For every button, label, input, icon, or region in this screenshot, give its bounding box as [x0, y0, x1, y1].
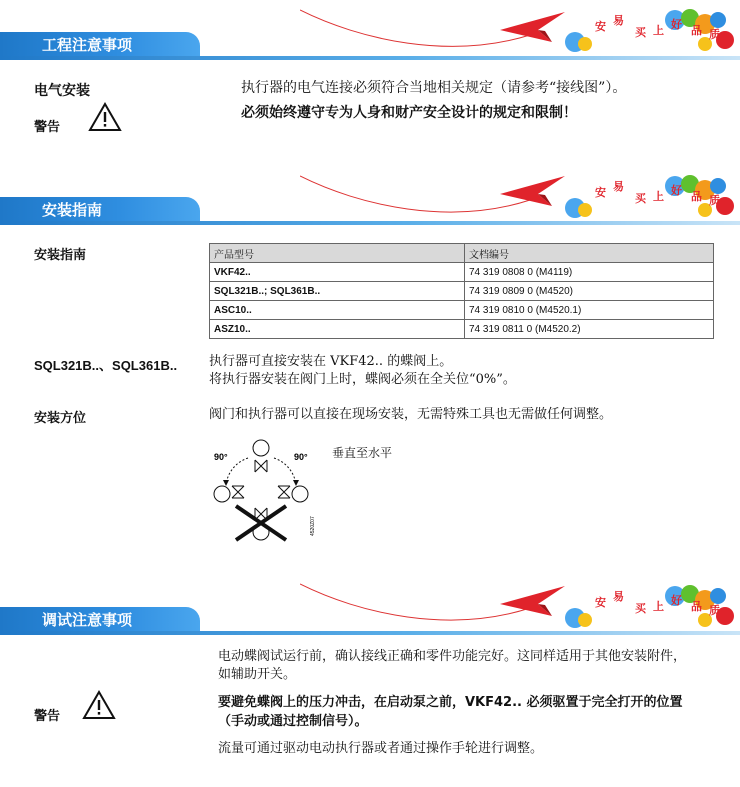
mounting-orientation-diagram [210, 436, 325, 548]
slogan-logo [555, 170, 740, 220]
install-guide-label: 安装指南 [34, 248, 87, 263]
svg-text:易: 易 [613, 180, 624, 193]
table-header: 文档编号 [465, 244, 714, 263]
swoosh-line [300, 10, 530, 46]
svg-text:质: 质 [709, 194, 720, 207]
sql-models-text-1: 执行器可直接安装在 VKF42.. 的蝶阀上。 [209, 354, 453, 369]
table-cell: 74 319 0811 0 (M4520.2) [465, 320, 714, 339]
table-cell: ASC10.. [210, 301, 465, 320]
svg-text:买: 买 [635, 192, 646, 205]
svg-text:买: 买 [635, 26, 646, 39]
table-cell: VKF42.. [210, 263, 465, 282]
svg-text:安: 安 [595, 186, 606, 199]
slogan-logo [555, 580, 740, 630]
svg-text:质: 质 [709, 604, 720, 617]
warning-triangle-icon [88, 102, 122, 132]
table-row [210, 320, 714, 339]
svg-text:买: 买 [635, 602, 646, 615]
svg-text:上: 上 [653, 190, 664, 203]
table-row [210, 301, 714, 320]
section-title-commissioning: 调试注意事项 [42, 611, 133, 629]
table-row [210, 282, 714, 301]
sql-models-text-2: 将执行器安装在阀门上时，蝶阀必须在全关位“0%”。 [209, 372, 516, 387]
electrical-bold-text: 必须始终遵守专为人身和财产安全设计的规定和限制！ [241, 105, 577, 121]
section-title-engineering: 工程注意事项 [42, 36, 133, 54]
section-tab-installation [0, 197, 200, 223]
figure-code: 4520Z07 [310, 516, 316, 536]
table-header: 产品型号 [210, 244, 465, 263]
sql-models-label: SQL321B..、SQL361B.. [34, 358, 178, 373]
section-tab-commissioning [0, 607, 200, 633]
svg-text:易: 易 [613, 14, 624, 27]
orientation-text: 阀门和执行器可以直接在现场安装，无需特殊工具也无需做任何调整。 [209, 407, 613, 422]
angle-label-right: 90° [294, 452, 308, 462]
electrical-text: 执行器的电气连接必须符合当地相关规定（请参考“接线图”）。 [241, 80, 627, 96]
table-cell: 74 319 0809 0 (M4520) [465, 282, 714, 301]
svg-text:好: 好 [671, 18, 682, 31]
section-title-installation: 安装指南 [42, 201, 103, 219]
slogan-logo [555, 4, 740, 54]
svg-text:安: 安 [595, 596, 606, 609]
warning-triangle-icon [82, 690, 116, 720]
svg-text:品: 品 [691, 190, 702, 203]
orientation-label: 安装方位 [34, 411, 87, 426]
table-cell: 74 319 0810 0 (M4520.1) [465, 301, 714, 320]
commissioning-bold-2: （手动或通过控制信号）。 [218, 714, 368, 729]
svg-text:上: 上 [653, 24, 664, 37]
svg-text:上: 上 [653, 600, 664, 613]
svg-text:易: 易 [613, 590, 624, 603]
commissioning-text-1: 电动蝶阀试运行前，确认接线正确和零件功能完好。这同样适用于其他安装附件， [218, 649, 687, 664]
table-header-row [210, 244, 714, 263]
svg-text:好: 好 [671, 184, 682, 197]
table-row [210, 263, 714, 282]
svg-text:品: 品 [691, 24, 702, 37]
commissioning-bold-1: 要避免蝶阀上的压力冲击，在启动泵之前，VKF42.. 必须驱置于完全打开的位置 [218, 695, 683, 710]
angle-label-left: 90° [214, 452, 228, 462]
table-cell: ASZ10.. [210, 320, 465, 339]
orientation-caption: 垂直至水平 [332, 446, 393, 460]
warning-label: 警告 [34, 120, 61, 135]
svg-text:品: 品 [691, 600, 702, 613]
document-table [209, 243, 714, 339]
commissioning-text-2: 如辅助开关。 [218, 667, 297, 682]
table-cell: SQL321B..; SQL361B.. [210, 282, 465, 301]
svg-text:好: 好 [671, 594, 682, 607]
table-cell: 74 319 0808 0 (M4119) [465, 263, 714, 282]
svg-text:安: 安 [595, 20, 606, 33]
section-tab-engineering [0, 32, 200, 58]
warning-label: 警告 [34, 709, 61, 724]
electrical-label: 电气安装 [34, 83, 90, 99]
svg-text:质: 质 [709, 28, 720, 41]
commissioning-text-3: 流量可通过驱动电动执行器或者通过操作手轮进行调整。 [218, 741, 544, 756]
